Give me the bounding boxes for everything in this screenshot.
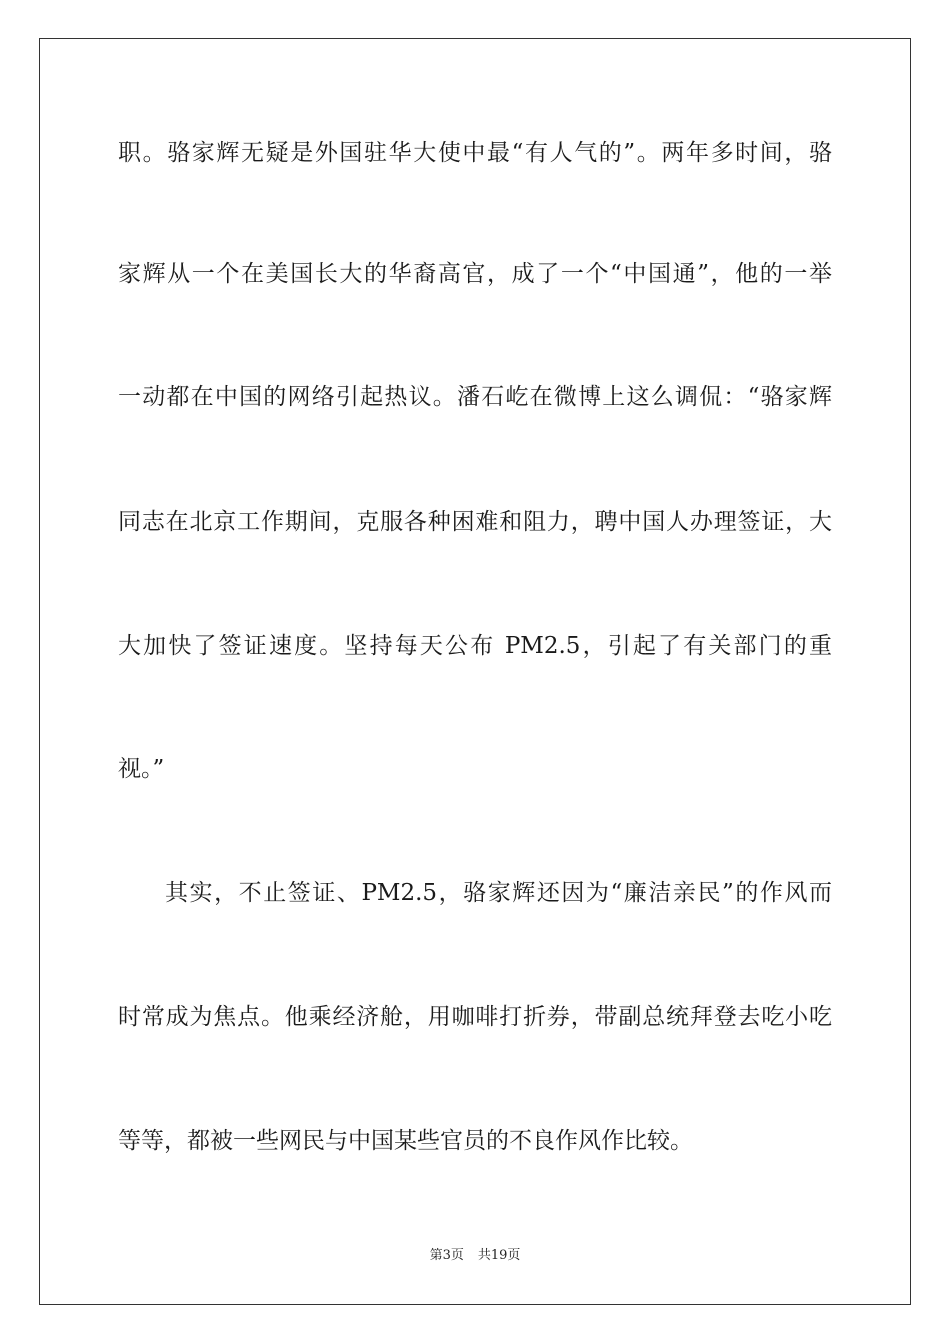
paragraph-line-7: 其实，不止签证、PM2.5，骆家辉还因为“廉洁亲民”的作风而 <box>165 880 832 906</box>
page-number: 第3页 <box>429 1248 464 1263</box>
paragraph-line-6: 视。” <box>118 756 165 782</box>
paragraph-line-1: 职。骆家辉无疑是外国驻华大使中最“有人气的”。两年多时间，骆 <box>118 140 832 166</box>
page-border <box>39 38 911 1305</box>
paragraph-line-9: 等等，都被一些网民与中国某些官员的不良作风作比较。 <box>118 1128 693 1154</box>
paragraph-line-8: 时常成为焦点。他乘经济舱，用咖啡打折券，带副总统拜登去吃小吃 <box>118 1004 832 1030</box>
page-footer <box>0 1247 950 1265</box>
paragraph-line-3: 一动都在中国的网络引起热议。潘石屹在微博上这么调侃：“骆家辉 <box>118 384 832 410</box>
paragraph-line-2: 家辉从一个在美国长大的华裔高官，成了一个“中国通”，他的一举 <box>118 261 832 287</box>
paragraph-line-5: 大加快了签证速度。坚持每天公布 PM2.5，引起了有关部门的重 <box>118 633 832 659</box>
page-total: 共19页 <box>477 1248 521 1263</box>
paragraph-line-4: 同志在北京工作期间，克服各种困难和阻力，聘中国人办理签证，大 <box>118 509 832 535</box>
